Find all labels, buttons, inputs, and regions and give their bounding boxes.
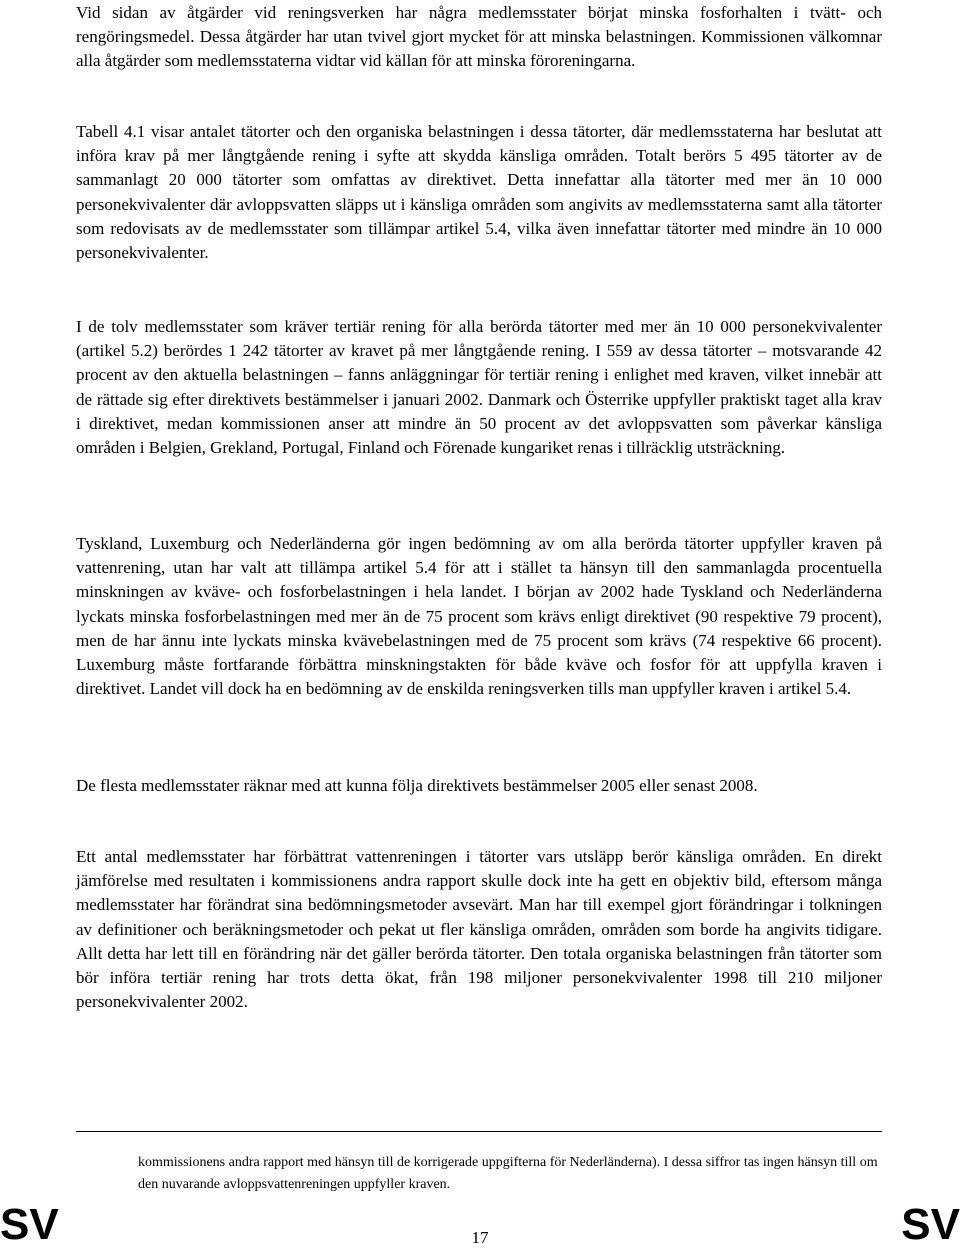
paragraph-tertiary-treatment: I de tolv medlemsstater som kräver tertiär rening för alla berörda tätorter med mer än 10 000 personekvivalenter (artikel 5.2) berördes 1 242 tätorter av kravet på mer långtgående rening. I 559 av dessa tätorter – motsvarande 42 procent av den aktuella belastningen – fanns anläggningar för tertiär rening i enlighet med kraven, vilket innebär att de rättade sig efter direktivets bestämmelser i januari 2002. Danmark och Österrike uppfyller praktiskt taget alla krav i direktivet, medan kommissionen anser att mindre än 50 procent av det avloppsvatten som påverkar känsliga områden i Belgien, Grekland, Portugal, Finland och Förenade kungariket renas i tillräcklig utsträckning. xyxy=(76,317,882,458)
paragraph-improvements: Ett antal medlemsstater har förbättrat vattenreningen i tätorter vars utsläpp berör känsliga områden. En direkt jämförelse med resultaten i kommissionens andra rapport skulle dock inte ha gett en objektiv bild, eftersom många medlemsstater har förändrat sina bedömningsmetoder avsevärt. Man har till exempel gjort förändringar i tolkningen av definitioner och beräkningsmetoder och pekat ut fler känsliga områden, områden som borde ha angivits tidigare. Allt detta har lett till en förändring när det gäller berörda tätorter. Den totala organiska belastningen från tätorter som bör införa tertiär rening har trots detta ökat, från 198 miljoner personekvivalenter 1998 till 210 miljoner personekvivalenter 2002. xyxy=(76,847,882,1012)
footnote-separator xyxy=(76,1131,882,1132)
paragraph-detergents: Vid sidan av åtgärder vid reningsverken har några medlemsstater börjat minska fosforhalten i tvätt- och rengöringsmedel. Dessa åtgärder har utan tvivel gjort mycket för att minska belastningen. Kommissionen välkomnar alla åtgärder som medlemsstaterna vidtar vid källan för att minska föroreningarna. xyxy=(76,3,882,71)
language-code-left: SV xyxy=(0,1200,59,1249)
language-code-right: SV xyxy=(901,1200,960,1249)
footnote-text: kommissionens andra rapport med hänsyn till de korrigerade uppgifterna för Nederländerna). I dessa siffror tas ingen hänsyn till om den nuvarande avloppsvattenreningen uppfyller kraven. xyxy=(138,1155,878,1192)
paragraph-compliance-dates: De flesta medlemsstater räknar med att kunna följa direktivets bestämmelser 2005 eller senast 2008. xyxy=(76,776,758,795)
paragraph-table-4-1: Tabell 4.1 visar antalet tätorter och den organiska belastningen i dessa tätorter, där medlemsstaterna har beslutat att införa krav på mer långtgående rening i syfte att skydda känsliga områden. Totalt berörs 5 495 tätorter av de sammanlagt 20 000 tätorter som omfattas av direktivet. Detta innefattar alla tätorter med mer än 10 000 personekvivalenter där avloppsvatten släpps ut i känsliga områden som angivits av medlemsstaterna samt alla tätorter som redovisats av de medlemsstater som tillämpar artikel 5.4, vilka även innefattar tätorter med mindre än 10 000 personekvivalenter. xyxy=(76,122,882,263)
page-number: 17 xyxy=(471,1228,489,1247)
paragraph-article-5-4: Tyskland, Luxemburg och Nederländerna gör ingen bedömning av om alla berörda tätorter uppfyller kraven på vattenrening, utan har valt att tillämpa artikel 5.4 för att i stället ta hänsyn till den sammanlagda procentuella minskningen av kväve- och fosforbelastningen i hela landet. I början av 2002 hade Tyskland och Nederländerna lyckats minska fosforbelastningen med mer än de 75 procent som krävs enligt direktivet (90 respektive 79 procent), men de har ännu inte lyckats minska kvävebelastningen med de 75 procent som krävs (74 respektive 66 procent). Luxemburg måste fortfarande förbättra minskningstakten för både kväve och fosfor för att uppfylla kraven i direktivet. Landet vill dock ha en bedömning av de enskilda reningsverken tills man uppfyller kraven i artikel 5.4. xyxy=(76,534,882,699)
